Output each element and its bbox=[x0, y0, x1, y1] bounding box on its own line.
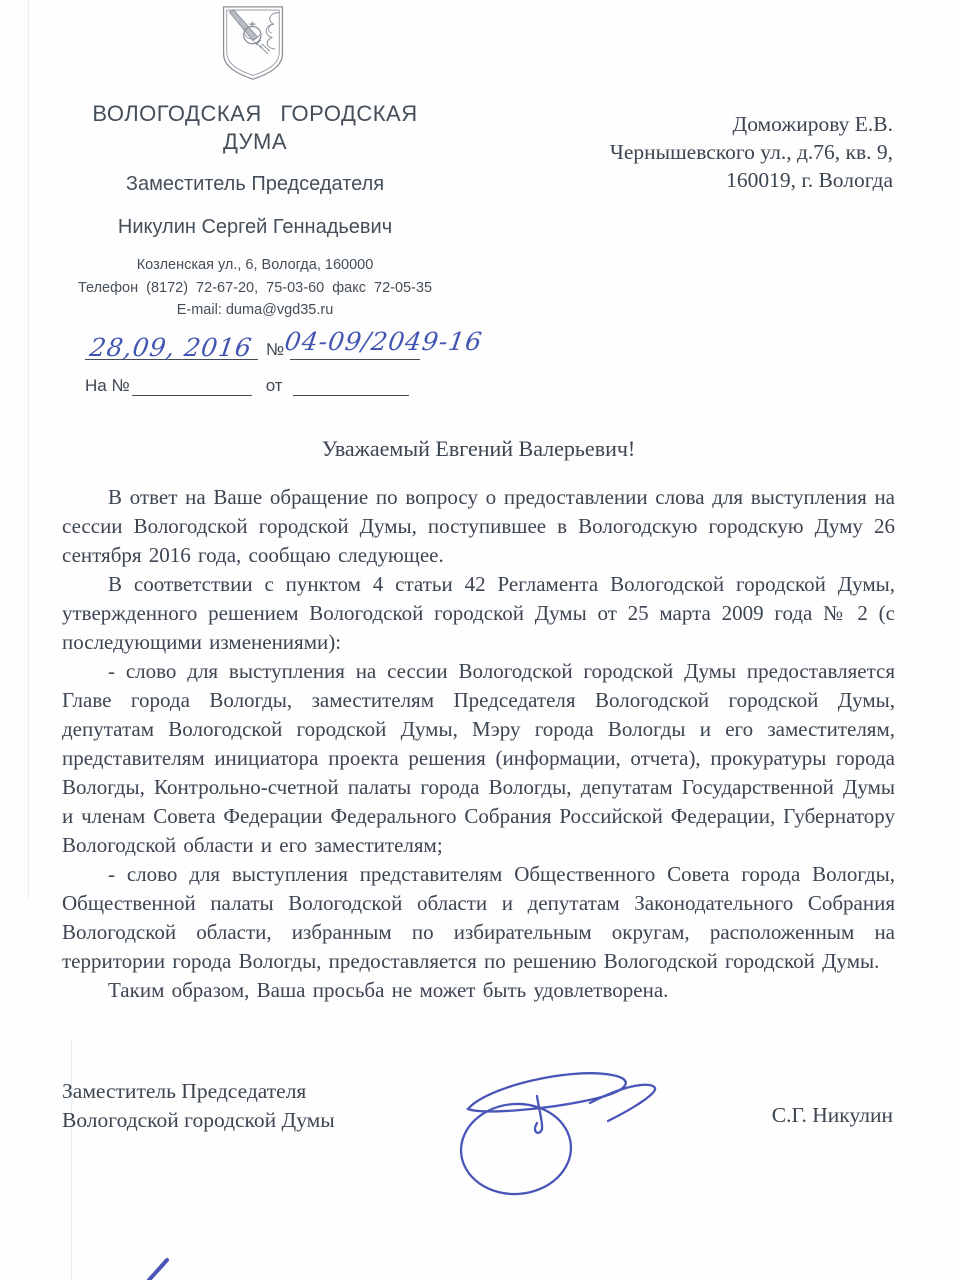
recipient-city: 160019, г. Вологда bbox=[726, 168, 893, 192]
date-underline bbox=[85, 333, 258, 360]
reply-number-underline bbox=[132, 369, 252, 396]
org-name-line2: ДУМА bbox=[222, 129, 288, 154]
sender-email: E-mail: duma@vgd35.ru bbox=[176, 302, 334, 318]
recipient-name: Доможирову Е.В. bbox=[732, 112, 893, 136]
org-name-line1: ВОЛОГОДСКАЯ ГОРОДСКАЯ bbox=[92, 101, 418, 126]
reply-date-underline bbox=[293, 369, 409, 396]
signatory-position bbox=[62, 1077, 335, 1135]
paragraph: В соответствии с пунктом 4 статьи 42 Регламента Вологодской городской Думы, утвержденного решением Вологодской городской Думы от 25 марта 2009 года № 2 (с последующими изменениями): bbox=[62, 572, 895, 654]
signatory-name: С.Г. Никулин bbox=[771, 1103, 893, 1127]
recipient-street: Чернышевского ул., д.76, кв. 9, bbox=[609, 140, 893, 164]
signatory-position-line1: Заместитель Председателя bbox=[62, 1079, 307, 1103]
scan-artifact-line bbox=[28, 0, 29, 900]
sender-name: Никулин Сергей Геннадьевич bbox=[117, 216, 393, 238]
sender-phone: Телефон (8172) 72-67-20, 75-03-60 факс 72-05-35 bbox=[77, 280, 433, 296]
paragraph: Таким образом, Ваша просьба не может быть удовлетворена. bbox=[108, 978, 669, 1002]
number-underline bbox=[282, 327, 485, 360]
recipient-block bbox=[610, 110, 893, 194]
stray-pen-mark bbox=[143, 1254, 177, 1280]
vologda-coat-of-arms-icon bbox=[221, 4, 285, 84]
scan-artifact-line bbox=[71, 1040, 72, 1280]
letter-body bbox=[62, 483, 895, 1005]
handwritten-date: 28,09, 2016 bbox=[88, 333, 255, 362]
number-sign: № bbox=[266, 340, 285, 359]
paragraph: - слово для выступления представителям Общественного Совета города Вологды, Общественной палаты Вологодской области и депутатам Законодательного Собрания Вологодской области, избранным по избирательным округам, расположенным на территории города Вологды, предоставляется по решению Вологодской городской Думы. bbox=[62, 862, 895, 973]
signatory-position-line2: Вологодской городской Думы bbox=[62, 1108, 335, 1132]
paragraph: В ответ на Ваше обращение по вопросу о предоставлении слова для выступления на сессии Вологодской городской Думы, поступившее в Вологодскую городскую Думу 26 сентября 2016 года, сообщаю следующее. bbox=[62, 485, 895, 567]
incoming-ref-line bbox=[85, 369, 505, 399]
sender-position: Заместитель Председателя bbox=[125, 173, 385, 195]
handwritten-number: 04-09/2049-16 bbox=[282, 327, 485, 356]
paragraph: - слово для выступления на сессии Вологодской городской Думы предоставляется Главе города Вологды, заместителям Председателя Вологодской городской Думы, депутатам Вологодской городской Думы, Мэру города Вологды и его заместителям, представителям инициатора проекта решения (информации, отчета), прокуратуры города Вологды, Контрольно-счетной палаты города Вологды, депутатам Государственной Думы и членам Совета Федерации Федерального Собрания Российской Федерации, Губернатору Вологодской области и его заместителям; bbox=[62, 659, 895, 857]
outgoing-ref-line bbox=[85, 327, 505, 369]
handwritten-signature bbox=[440, 1055, 690, 1220]
reply-prefix: На № bbox=[85, 376, 130, 395]
reply-from-label: от bbox=[265, 376, 283, 395]
salutation: Уважаемый Евгений Валерьевич! bbox=[321, 436, 636, 461]
sender-address: Козленская ул., 6, Вологда, 160000 bbox=[136, 257, 374, 273]
